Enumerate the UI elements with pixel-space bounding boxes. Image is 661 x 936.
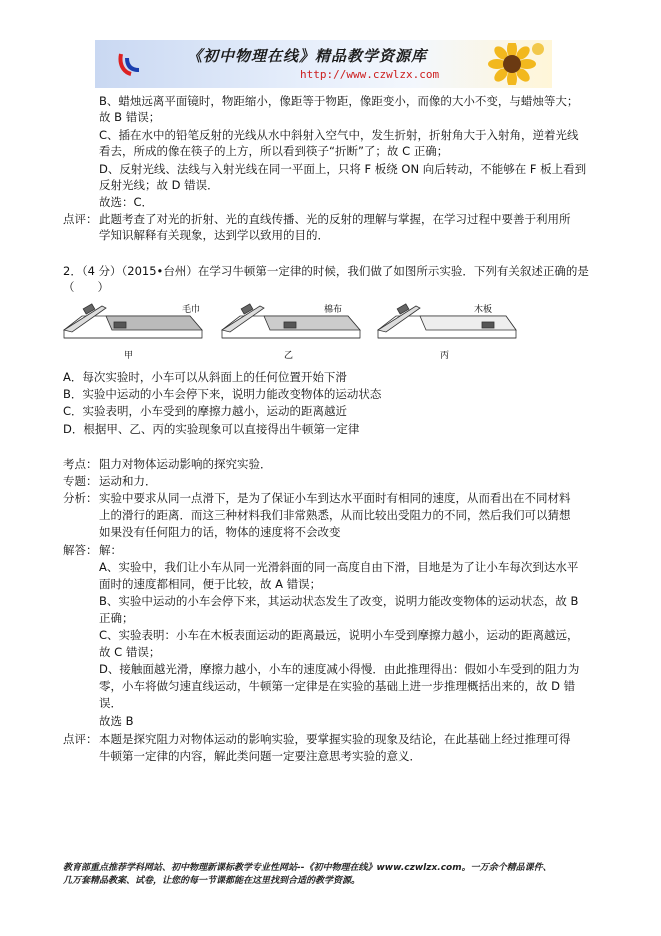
figure-label-board: 木板 [474,305,493,315]
q1-option-d-line2: 反射光线；故 D 错误． [99,178,219,192]
setup-board [378,304,516,338]
figure-label-towel: 毛巾 [182,305,201,315]
q1-review-line1: 此题考查了对光的折射、光的直线传播、光的反射的理解与掌握，在学习过程中要善于利用所 [99,212,571,226]
q2-option-a: A．每次实验时，小车可以从斜面上的任何位置开始下滑 [63,370,347,384]
q2-option-c: C．实验表明，小车受到的摩擦力越小，运动的距离越近 [63,404,348,418]
q1-review-label: 点评： [63,212,98,226]
jieda-line4: B、实验中运动的小车会停下来，其运动状态发生了改变，说明力能改变物体的运动状态，故 B [99,594,579,608]
dianping-line1: 本题是探究阻力对物体运动的影响实验，要掌握实验的现象及结论，在此基础上经过推理可得 [99,732,571,746]
jieda-line7: 故 C 错误； [99,645,161,659]
banner-url[interactable]: http://www.czwlzx.com [300,68,440,81]
jieda-label: 解答： [63,543,98,557]
zhuanti-text: 运动和力． [99,474,157,488]
q1-answer: 故选：C． [99,195,154,209]
figure-caption-jia: 甲 [124,351,134,361]
zhuanti-label: 专题： [63,474,98,488]
q2-stem-line2: （ ） [63,280,109,294]
figure-caption-yi: 乙 [284,351,294,361]
figure-label-cotton: 棉布 [324,305,343,315]
jieda-line1: 解： [99,543,122,557]
page-footer [63,862,603,888]
q1-option-b-line2: 故 B 错误； [99,110,161,124]
jieda-line6: C、实验表明：小车在木板表面运动的距离最远，说明小车受到摩擦力越小，运动的距离越远， [99,628,579,642]
header-banner [95,40,552,88]
footer-line1: 教育部重点推荐学科网站、初中物理新课标教学专业性网站--《初中物理在线》www.czwlzx.com。一万余个精品课件、 [63,863,552,873]
fenxi-line2: 上的滑行的距离．而这三种材料我们非常熟悉，从而比较出受阻力的不同，然后我们可以猜想 [99,508,571,522]
q1-option-b-line1: B、蜡烛远离平面镜时，物距缩小，像距等于物距，像距变小，而像的大小不变，与蜡烛等大； [99,94,579,108]
experiment-figure [62,300,518,364]
site-logo-icon [117,50,143,78]
jieda-line10: 误． [99,696,122,710]
jieda-line11: 故选 B [99,714,134,728]
kaodian-text: 阻力对物体运动影响的探究实验． [99,457,272,471]
kaodian-label: 考点： [63,457,98,471]
jieda-line9: 零，小车将做匀速直线运动，牛顿第一定律是在实验的基础上进一步推理概括出来的，故 D 错 [99,679,576,693]
figure-caption-bing: 丙 [440,351,450,361]
q1-option-d-line1: D、反射光线、法线与入射光线在同一平面上，只将 F 板绕 ON 向后转动，不能够在 F 板上看到 [99,162,587,176]
jieda-line3: 面时的速度都相同，便于比较，故 A 错误； [99,577,322,591]
q1-option-c-line2: 看去，所成的像在筷子的上方，所以看到筷子“折断”了；故 C 正确； [99,144,449,158]
dianping-label: 点评： [63,732,98,746]
fenxi-line3: 如果没有任何阻力的话，物体的速度将不会改变 [99,525,341,539]
fenxi-label: 分析： [63,491,98,505]
q1-option-c-line1: C、插在水中的铅笔反射的光线从水中斜射入空气中，发生折射，折射角大于入射角，逆着光线 [99,128,579,142]
jieda-line5: 正确； [99,611,134,625]
footer-line2: 几万套精品教案、试卷，让您的每一节课都能在这里找到合适的教学资源。 [63,876,361,886]
dianping-line2: 牛顿第一定律的内容，解此类问题一定要注意思考实验的意义． [99,749,421,763]
q1-review-line2: 学知识解释有关现象，达到学以致用的目的． [99,228,329,242]
q2-option-b: B．实验中运动的小车会停下来，说明力能改变物体的运动状态 [63,387,382,401]
banner-title: 《初中物理在线》精品教学资源库 [187,47,428,65]
sunflower-icon [482,43,544,85]
jieda-line2: A、实验中，我们让小车从同一光滑斜面的同一高度自由下滑，目地是为了让小车每次到达水平 [99,560,579,574]
q2-stem-line1: 2．（4 分）（2015•台州）在学习牛顿第一定律的时候，我们做了如图所示实验．下列有关叙述正确的是 [63,264,589,278]
q2-option-d: D．根据甲、乙、丙的实验现象可以直接得出牛顿第一定律 [63,422,360,436]
fenxi-line1: 实验中要求从同一点滑下，是为了保证小车到达水平面时有相同的速度，从而看出在不同材料 [99,491,571,505]
jieda-line8: D、接触面越光滑，摩擦力越小，小车的速度减小得慢．由此推理得出：假如小车受到的阻力为 [99,662,580,676]
